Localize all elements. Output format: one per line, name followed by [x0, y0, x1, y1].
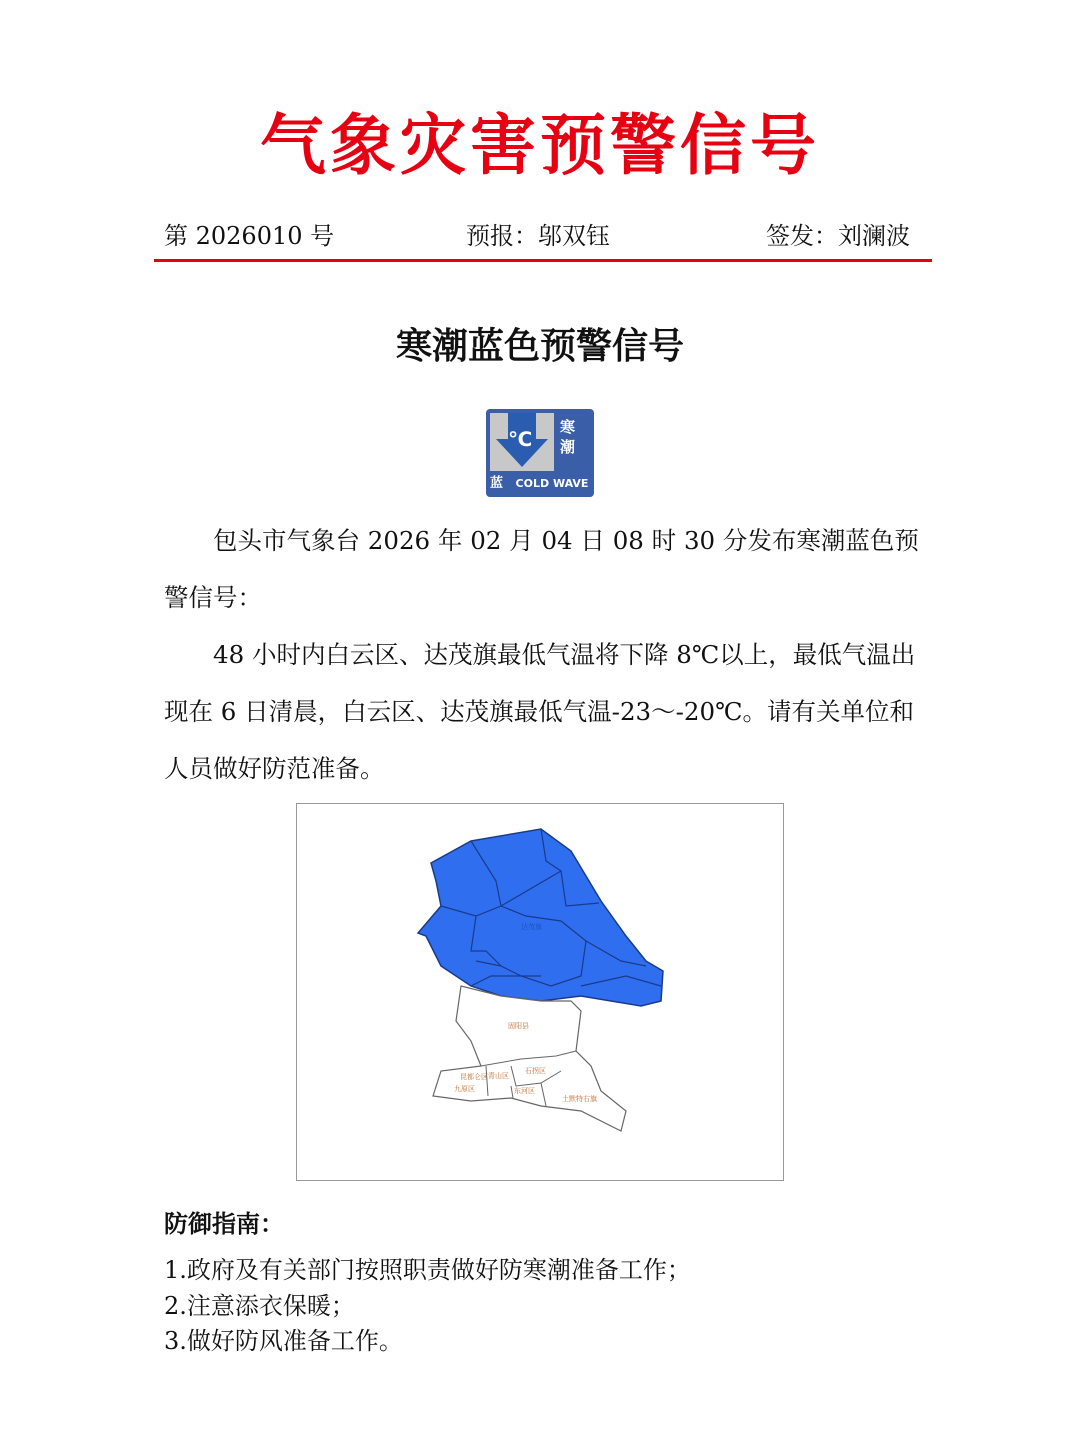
icon-level: 蓝 [490, 476, 504, 491]
cold-wave-blue-icon [486, 409, 594, 497]
icon-english-name: COLD WAVE [515, 477, 589, 490]
map-label-qingshan: 青山区 [488, 1072, 509, 1080]
map-label-damao: 达茂旗 [521, 923, 542, 931]
celsius-symbol: ℃ [508, 427, 533, 451]
guide-item: 1.政府及有关部门按照职责做好防寒潮准备工作； [164, 1256, 691, 1284]
warning-area-map [296, 803, 784, 1181]
guide-item: 2.注意添衣保暖； [164, 1292, 355, 1320]
map-label-kundulun: 昆都仑区 [460, 1073, 488, 1081]
map-label-tumote: 土默特右旗 [562, 1095, 597, 1103]
paragraph-issue: 包头市气象台 2026 年 02 月 04 日 08 时 30 分发布寒潮蓝色预警信号： [164, 526, 919, 612]
guide-title: 防御指南： [164, 1209, 284, 1238]
map-label-guyang: 固阳县 [508, 1022, 529, 1030]
issue-number: 第 2026010 号 [164, 222, 335, 250]
guide-item: 3.做好防风准备工作。 [164, 1327, 403, 1355]
issuer: 签发：刘澜波 [766, 222, 910, 250]
document-title: 气象灾害预警信号 [260, 106, 820, 184]
red-divider [154, 259, 932, 262]
icon-char-1: 寒 [560, 418, 576, 436]
signal-title: 寒潮蓝色预警信号 [395, 325, 684, 367]
paragraph-detail: 48 小时内白云区、达茂旗最低气温将下降 8℃以上，最低气温出现在 6 日清晨，白云区、达茂旗最低气温-23～-20℃。请有关单位和人员做好防范准备。 [164, 640, 916, 783]
map-label-shiguai: 石拐区 [525, 1067, 546, 1075]
forecaster: 预报：邬双钰 [466, 222, 610, 250]
map-label-jiuyuan: 九原区 [454, 1085, 475, 1093]
map-label-donghe: 东河区 [514, 1087, 535, 1095]
icon-char-2: 潮 [560, 438, 576, 456]
